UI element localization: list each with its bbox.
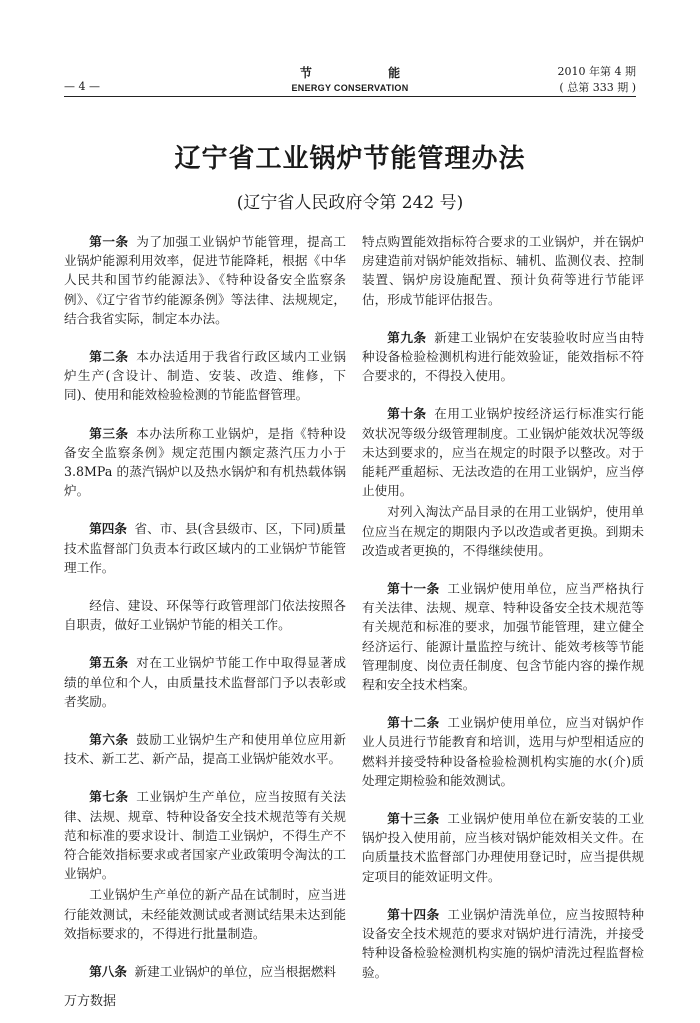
article-paragraph: 第四条 省、市、县(含县级市、区，下同)质量技术监督部门负责本行政区域内的工业锅炉节能管理工作。: [64, 521, 347, 575]
article-paragraph: 工业锅炉生产单位的新产品在试制时，应当进行能效测试，未经能效测试或者测试结果未达到能效指标要求的，不得进行批量制造。: [64, 887, 346, 941]
issue-info: [558, 64, 636, 96]
footer-watermark: 万方数据: [64, 994, 117, 1009]
article-paragraph: 第二条 本办法适用于我省行政区域内工业锅炉生产(含设计、制造、安装、改造、维修，下同)、使用和能效检验检测的节能监督管理。: [64, 349, 347, 403]
article-paragraph: 第六条 鼓励工业锅炉生产和使用单位应用新技术、新工艺、新产品，提高工业锅炉能效水平。: [64, 732, 347, 767]
left-column: [64, 232, 346, 1000]
page-header: [64, 60, 636, 96]
article-paragraph: 第十二条 工业锅炉使用单位，应当对锅炉作业人员进行节能教育和培训，选用与炉型相适应的燃料并接受特种设备检验检测机构实施的水(介)质处理定期检验和能效测试。: [362, 715, 644, 788]
document-title: 辽宁省工业锅炉节能管理办法: [174, 144, 526, 174]
header-rule: [64, 96, 636, 97]
article-paragraph: 第十一条 工业锅炉使用单位，应当严格执行有关法律、法规、规章、特种设备安全技术规范等有关规范和标准的要求，加强节能管理，建立健全经济运行、能源计量监控与统计、能效考核等节能管理制度、岗位责任制度、包含节能内容的操作规程和安全技术档案。: [362, 581, 644, 693]
journal-english-title: ENERGY CONSERVATION: [291, 83, 409, 93]
article-paragraph: 第十三条 工业锅炉使用单位在新安装的工业锅炉投入使用前，应当核对锅炉能效相关文件。在向质量技术监督部门办理使用登记时，应当提供规定项目的能效证明文件。: [362, 811, 644, 884]
article-paragraph: 第五条 对在工业锅炉节能工作中取得显著成绩的单位和个人，由质量技术监督部门予以表彰或者奖励。: [64, 655, 347, 709]
article-paragraph: 第十条 在用工业锅炉按经济运行标准实行能效状况等级分级管理制度。工业锅炉能效状况等级未达到要求的，应当在规定的时限予以整改。对于能耗严重超标、无法改造的在用工业锅炉，应当停止使用。: [362, 406, 645, 499]
article-paragraph: 对列入淘汰产品目录的在用工业锅炉，使用单位应当在规定的期限内予以改造或者更换。到期未改造或者更换的，不得继续使用。: [362, 504, 644, 558]
article-paragraph: 第十四条 工业锅炉清洗单位，应当按照特种设备安全技术规范的要求对锅炉进行清洗，并接受特种设备检验检测机构实施的锅炉清洗过程监督检验。: [362, 906, 644, 980]
article-paragraph: 第三条 本办法所称工业锅炉，是指《特种设备安全监察条例》规定范围内额定蒸汽压力小于 3.8MPa 的蒸汽锅炉以及热水锅炉和有机热载体锅炉。: [64, 425, 347, 499]
journal-title: 节 能: [299, 66, 437, 80]
document-subtitle: (辽宁省人民政府令第 242 号): [236, 193, 464, 213]
page-number: — 4 —: [64, 80, 100, 93]
issue-number: 2010 年第 4 期: [557, 65, 636, 78]
journal-masthead: [64, 64, 636, 93]
article-paragraph: 第九条 新建工业锅炉在安装验收时应当由特种设备检验检测机构进行能效验证，能效指标不符合要求的，不得投入使用。: [362, 329, 645, 384]
article-paragraph: 经信、建设、环保等行政管理部门依法按照各自职责，做好工业锅炉节能的相关工作。: [64, 598, 346, 633]
article-paragraph: 第八条 新建工业锅炉的单位，应当根据燃料: [89, 964, 337, 980]
article-paragraph: 特点购置能效指标符合要求的工业锅炉，并在锅炉房建造前对锅炉能效指标、辅机、监测仪表、控制装置、锅炉房设施配置、预计负荷等进行节能评估，形成节能评估报告。: [362, 234, 644, 307]
article-paragraph: 第一条 为了加强工业锅炉节能管理，提高工业锅炉能源利用效率，促进节能降耗，根据《中华人民共和国节约能源法》、《特种设备安全监察条例》、《辽宁省节约能源条例》等法律、法规规定，结合我省实际，制定本办法。: [64, 234, 347, 326]
article-paragraph: 第七条 工业锅炉生产单位，应当按照有关法律、法规、规章、特种设备安全技术规范等有关规范和标准的要求设计、制造工业锅炉，不得生产不符合能效指标要求或者国家产业政策明令淘汰的工业锅炉。: [64, 789, 347, 882]
right-column: [362, 232, 644, 1001]
total-issue-number: ( 总第 333 期 ): [559, 81, 636, 94]
